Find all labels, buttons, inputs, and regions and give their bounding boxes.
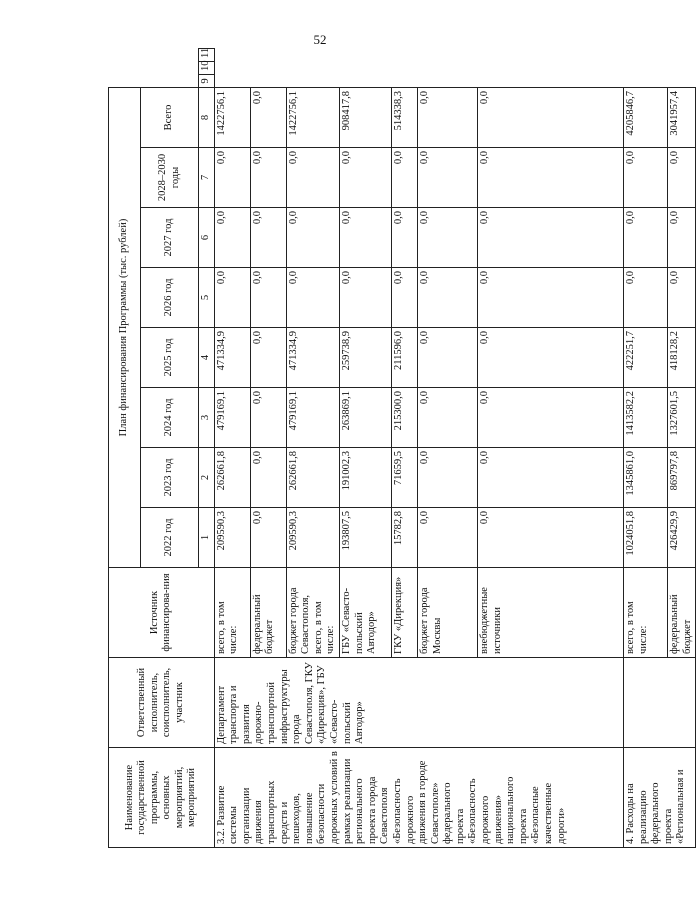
column-number: 8 xyxy=(199,87,215,147)
funding-source: бюджет города Москвы xyxy=(417,568,477,658)
amount-cell: 193807,5 xyxy=(339,508,391,568)
funding-source: федеральный бюджет xyxy=(667,568,695,658)
amount-cell: 0,0 xyxy=(623,268,667,328)
amount-cell: 0,0 xyxy=(417,268,477,328)
financing-plan-table xyxy=(108,48,696,848)
amount-cell: 0,0 xyxy=(391,148,417,208)
year-header: 2027 год xyxy=(141,208,199,268)
column-number: 7 xyxy=(199,148,215,208)
amount-cell: 418128,2 xyxy=(667,328,695,388)
column-number: 5 xyxy=(199,268,215,328)
amount-cell: 0,0 xyxy=(477,448,623,508)
amount-cell: 1422756,1 xyxy=(286,87,339,147)
header-responsible: Ответственный исполнитель, соисполнитель, участник xyxy=(109,658,215,748)
year-header: 2023 год xyxy=(141,448,199,508)
column-number: 9 xyxy=(199,75,215,88)
year-header: 2022 год xyxy=(141,508,199,568)
amount-cell: 0,0 xyxy=(250,148,286,208)
amount-cell: 0,0 xyxy=(339,268,391,328)
amount-cell: 3041957,4 xyxy=(667,87,695,147)
amount-cell: 0,0 xyxy=(339,208,391,268)
amount-cell: 0,0 xyxy=(477,328,623,388)
amount-cell: 479169,1 xyxy=(286,388,339,448)
expenses-responsible xyxy=(623,658,695,748)
activity-responsible: Департамент транспорта и развития дорожно-транспортной инфраструктуры города Севастополя, ГКУ «Дирекция», ГБУ «Севасто-польский Автодор» xyxy=(214,658,623,748)
column-number: 11 xyxy=(199,49,215,62)
funding-source: внебюджетные источники xyxy=(477,568,623,658)
funding-source: ГБУ «Севасто-польский Автодор» xyxy=(339,568,391,658)
header-source: Источник финансирова-ния xyxy=(109,568,215,658)
year-header: 2026 год xyxy=(141,268,199,328)
rotated-table-container xyxy=(108,47,693,848)
amount-cell: 0,0 xyxy=(477,148,623,208)
amount-cell: 0,0 xyxy=(417,328,477,388)
amount-cell: 1422756,1 xyxy=(214,87,250,147)
amount-cell: 0,0 xyxy=(214,148,250,208)
column-number: 1 xyxy=(199,508,215,568)
funding-source: федеральный бюджет xyxy=(250,568,286,658)
amount-cell: 215300,0 xyxy=(391,388,417,448)
amount-cell: 191002,3 xyxy=(339,448,391,508)
page-number: 52 xyxy=(313,32,327,47)
column-number: 4 xyxy=(199,328,215,388)
amount-cell: 0,0 xyxy=(250,87,286,147)
amount-cell: 0,0 xyxy=(417,148,477,208)
amount-cell: 15782,8 xyxy=(391,508,417,568)
funding-source: бюджет города Севастополя, всего, в том числе: xyxy=(286,568,339,658)
activity-name: 3.2. Развитие системы организации движения транспортных средств и пешеходов, повышение безопасности дорожных условий в рамках реализации регионального проекта города Севастополя «Безопасность дорожного движения в городе Севастополе» федерального проекта «Безопасность дорожного движения» национального проекта «Безопасные качественные дороги» xyxy=(214,748,623,848)
column-number: 3 xyxy=(199,388,215,448)
amount-cell: 0,0 xyxy=(417,208,477,268)
amount-cell: 0,0 xyxy=(391,268,417,328)
amount-cell: 0,0 xyxy=(477,87,623,147)
amount-cell: 514338,3 xyxy=(391,87,417,147)
table-row xyxy=(214,49,250,848)
amount-cell: 209590,3 xyxy=(214,508,250,568)
amount-cell: 0,0 xyxy=(286,148,339,208)
amount-cell: 0,0 xyxy=(391,208,417,268)
amount-cell: 426429,9 xyxy=(667,508,695,568)
amount-cell: 263869,1 xyxy=(339,388,391,448)
amount-cell: 0,0 xyxy=(417,508,477,568)
amount-cell: 422251,7 xyxy=(623,328,667,388)
amount-cell: 471334,9 xyxy=(214,328,250,388)
amount-cell: 0,0 xyxy=(417,87,477,147)
amount-cell: 259738,9 xyxy=(339,328,391,388)
amount-cell: 0,0 xyxy=(417,448,477,508)
amount-cell: 0,0 xyxy=(250,328,286,388)
amount-cell: 211596,0 xyxy=(391,328,417,388)
amount-cell: 262661,8 xyxy=(214,448,250,508)
amount-cell: 0,0 xyxy=(623,148,667,208)
amount-cell: 1024051,8 xyxy=(623,508,667,568)
amount-cell: 0,0 xyxy=(477,388,623,448)
header-plan: План финансирования Программы (тыс. рублей) xyxy=(109,87,141,567)
amount-cell: 4205846,7 xyxy=(623,87,667,147)
amount-cell: 869797,8 xyxy=(667,448,695,508)
amount-cell: 0,0 xyxy=(250,208,286,268)
amount-cell: 0,0 xyxy=(667,208,695,268)
amount-cell: 908417,8 xyxy=(339,87,391,147)
amount-cell: 0,0 xyxy=(250,448,286,508)
column-number: 10 xyxy=(199,62,215,75)
amount-cell: 0,0 xyxy=(477,508,623,568)
year-header: 2028–2030 годы xyxy=(141,148,199,208)
amount-cell: 0,0 xyxy=(339,148,391,208)
amount-cell: 0,0 xyxy=(250,508,286,568)
amount-cell: 209590,3 xyxy=(286,508,339,568)
amount-cell: 0,0 xyxy=(667,268,695,328)
amount-cell: 0,0 xyxy=(477,268,623,328)
amount-cell: 0,0 xyxy=(623,208,667,268)
amount-cell: 0,0 xyxy=(667,148,695,208)
amount-cell: 1413582,2 xyxy=(623,388,667,448)
amount-cell: 0,0 xyxy=(250,268,286,328)
amount-cell: 0,0 xyxy=(214,208,250,268)
amount-cell: 0,0 xyxy=(214,268,250,328)
column-number: 6 xyxy=(199,208,215,268)
amount-cell: 471334,9 xyxy=(286,328,339,388)
amount-cell: 1327601,5 xyxy=(667,388,695,448)
table-row xyxy=(623,49,667,848)
amount-cell: 0,0 xyxy=(477,208,623,268)
amount-cell: 71659,5 xyxy=(391,448,417,508)
funding-source: всего, в том числе: xyxy=(623,568,667,658)
amount-cell: 0,0 xyxy=(250,388,286,448)
amount-cell: 0,0 xyxy=(286,208,339,268)
amount-cell: 0,0 xyxy=(286,268,339,328)
amount-cell: 1345861,0 xyxy=(623,448,667,508)
year-header: 2024 год xyxy=(141,388,199,448)
funding-source: ГКУ «Дирекция» xyxy=(391,568,417,658)
amount-cell: 262661,8 xyxy=(286,448,339,508)
amount-cell: 479169,1 xyxy=(214,388,250,448)
year-header: Всего xyxy=(141,87,199,147)
year-header: 2025 год xyxy=(141,328,199,388)
funding-source: всего, в том числе: xyxy=(214,568,250,658)
column-number: 2 xyxy=(199,448,215,508)
expenses-name: 4. Расходы на реализацию федерального проекта «Региональная и xyxy=(623,748,695,848)
amount-cell: 0,0 xyxy=(417,388,477,448)
header-name: Наименование государственной программы, основных мероприятий, мероприятий xyxy=(109,748,215,848)
